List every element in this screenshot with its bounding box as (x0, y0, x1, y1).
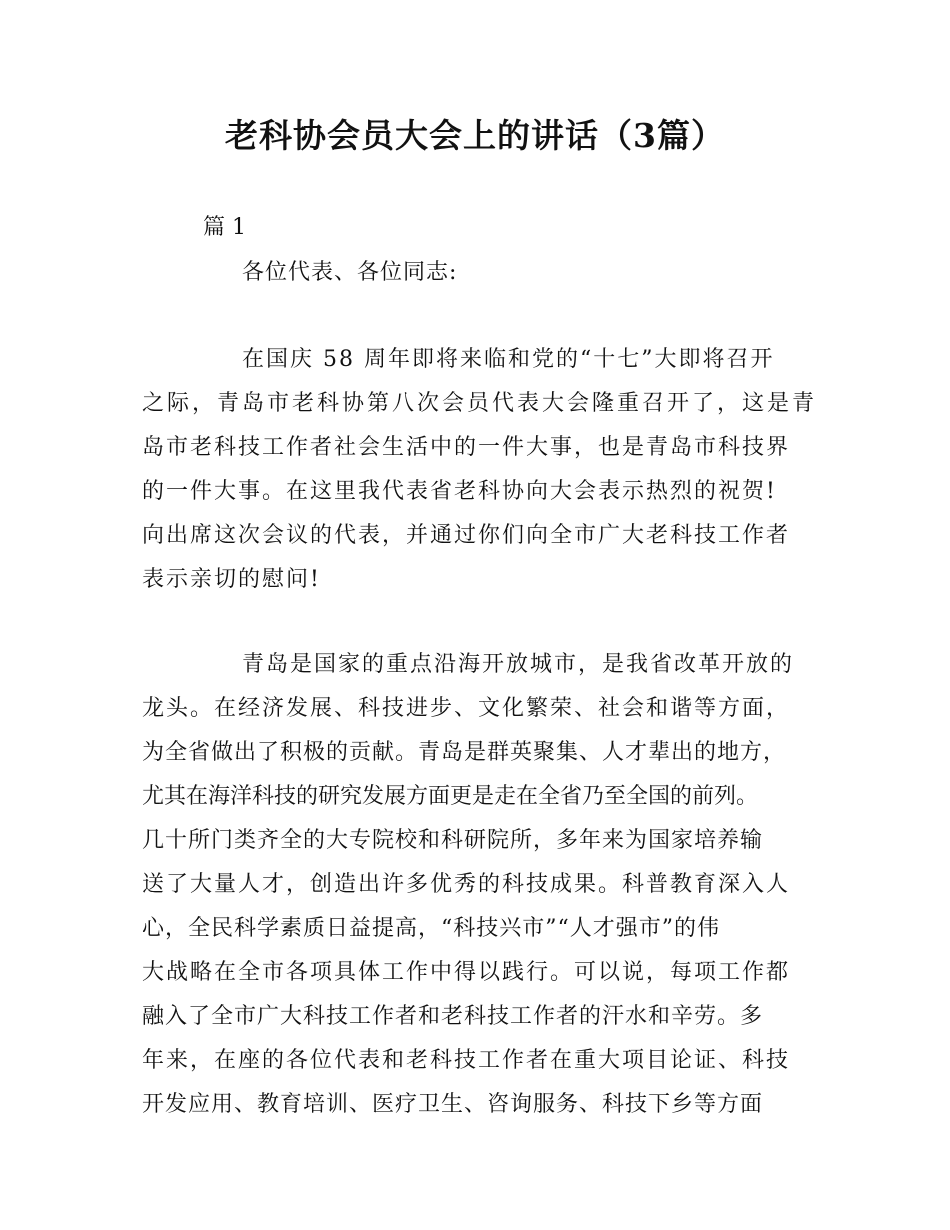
paragraph-line: 融入了全市广大科技工作者和老科技工作者的汗水和辛劳。多 (142, 1004, 764, 1029)
paragraph-line: 的一件大事。在这里我代表省老科协向大会表示热烈的祝贺! (142, 479, 777, 504)
section-label: 篇 1 (203, 215, 246, 240)
paragraph-line: 向出席这次会议的代表，并通过你们向全市广大老科技工作者 (142, 523, 791, 548)
paragraph-line: 心，全民科学素质日益提高，“科技兴市”“人才强市”的伟 (142, 916, 720, 941)
paragraph-line: 年来，在座的各位代表和老科技工作者在重大项目论证、科技 (142, 1048, 791, 1073)
paragraph-line: 送了大量人才，创造出许多优秀的科技成果。科普教育深入人 (142, 872, 791, 897)
paragraph-line: 表示亲切的慰问! (142, 567, 321, 592)
paragraph-line: 大战略在全市各项具体工作中得以践行。可以说，每项工作都 (142, 960, 791, 985)
paragraph-line: 尤其在海洋科技的研究发展方面更是走在全省乃至全国的前列。 (142, 784, 759, 809)
paragraph-line: 在国庆 58 周年即将来临和党的“十七”大即将召开 (242, 347, 775, 372)
paragraph-line: 开发应用、教育培训、医疗卫生、咨询服务、科技下乡等方面 (142, 1092, 764, 1117)
salutation: 各位代表、各位同志: (242, 260, 458, 285)
paragraph-line: 之际，青岛市老科协第八次会员代表大会隆重召开了，这是青 (142, 391, 818, 416)
paragraph-line: 几十所门类齐全的大专院校和科研院所，多年来为国家培养输 (142, 828, 764, 853)
paragraph-line: 岛市老科技工作者社会生活中的一件大事，也是青岛市科技界 (142, 435, 791, 460)
paragraph-line: 龙头。在经济发展、科技进步、文化繁荣、社会和谐等方面， (142, 696, 791, 721)
paragraph-line: 为全省做出了积极的贡献。青岛是群英聚集、人才辈出的地方， (142, 740, 787, 765)
paragraph-line: 青岛是国家的重点沿海开放城市，是我省改革开放的 (242, 652, 795, 677)
document-title: 老科协会员大会上的讲话（3篇） (225, 116, 725, 155)
